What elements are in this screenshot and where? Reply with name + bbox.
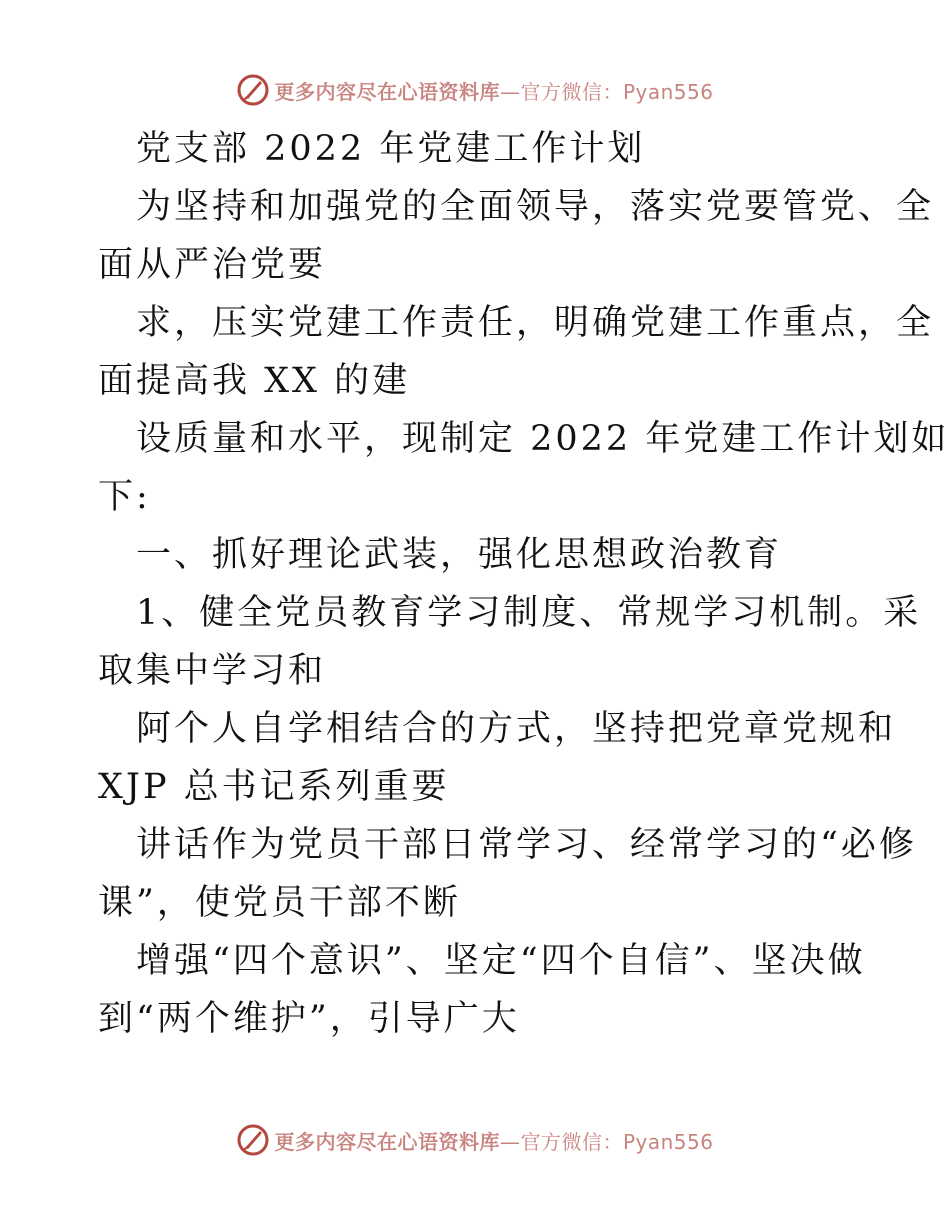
paragraph-line: XJP 总书记系列重要	[98, 767, 450, 807]
watermark-brand: 更多内容尽在心语资料库	[274, 79, 500, 104]
watermark-contact: —官方微信：Pyan556	[499, 1129, 714, 1154]
paragraph-line: 阿个人自学相结合的方式，坚持把党章党规和	[136, 709, 897, 749]
paragraph-line: 下:	[98, 477, 151, 517]
paragraph-line: 为坚持和加强党的全面领导，落实党要管党、全	[136, 187, 935, 227]
paragraph-line: 面从严治党要	[98, 245, 327, 285]
paragraph-line: 1、健全党员教育学习制度、常规学习机制。采	[136, 593, 922, 633]
watermark-contact: —官方微信：Pyan556	[499, 79, 714, 104]
document-body	[98, 120, 950, 1048]
paragraph-line: 讲话作为党员干部日常学习、经常学习的“必修	[136, 825, 917, 865]
paragraph-line: 到“两个维护”，引导广大	[98, 999, 520, 1039]
quill-logo-icon	[236, 1123, 270, 1157]
paragraph-line: 面提高我 XX 的建	[98, 361, 411, 401]
quill-logo-icon	[236, 73, 270, 107]
watermark-brand: 更多内容尽在心语资料库	[274, 1129, 500, 1154]
paragraph-line: 设质量和水平，现制定 2022 年党建工作计划如	[136, 419, 950, 459]
watermark-text	[274, 1126, 713, 1155]
header-watermark	[0, 70, 950, 110]
document-title: 党支部 2022 年党建工作计划	[136, 129, 646, 169]
paragraph-line: 取集中学习和	[98, 651, 327, 691]
paragraph-line: 课”，使党员干部不断	[98, 883, 461, 923]
footer-watermark	[0, 1120, 950, 1160]
section-heading: 一、抓好理论武装，强化思想政治教育	[136, 535, 783, 575]
watermark-text	[274, 76, 713, 105]
paragraph-line: 增强“四个意识”、坚定“四个自信”、坚决做	[136, 941, 866, 981]
paragraph-line: 求，压实党建工作责任，明确党建工作重点，全	[136, 303, 935, 343]
